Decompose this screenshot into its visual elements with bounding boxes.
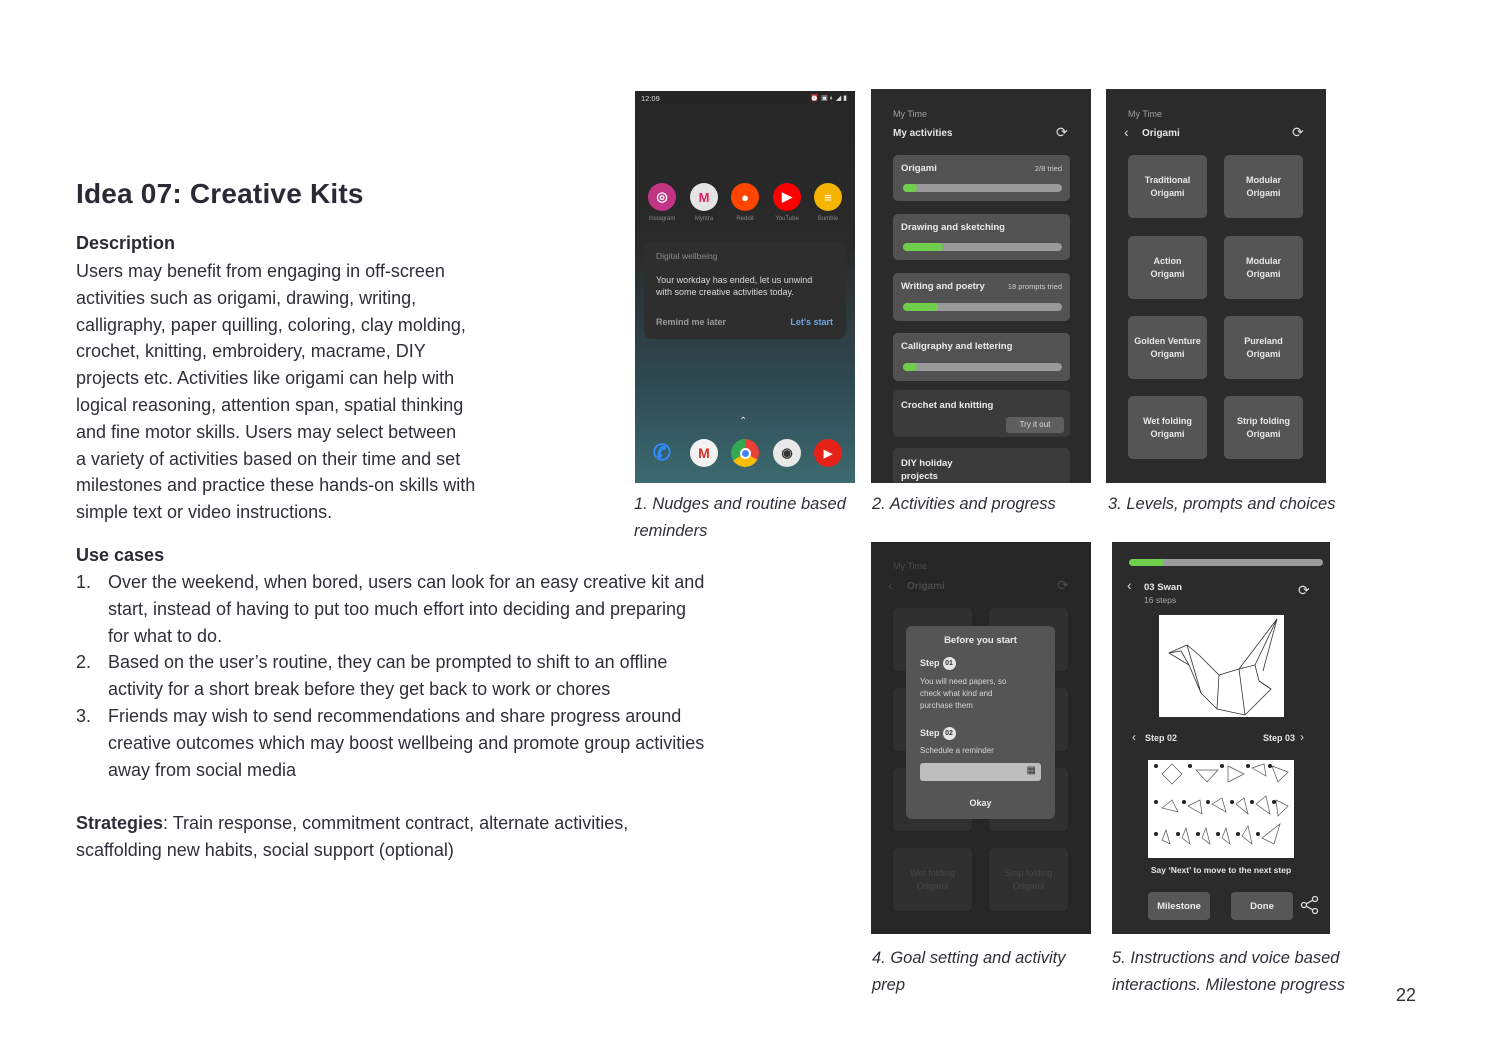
chevron-left-icon[interactable]: ‹ [1132, 730, 1136, 744]
screen-nudge-home [635, 91, 855, 483]
list-line: start, instead of having to put too much effort into deciding and preparing [108, 598, 687, 619]
ghost-tile-wet-folding [893, 848, 972, 911]
list-line: activity for a short break before they get back to work or chores [108, 679, 611, 700]
caption-line: 5. Instructions and voice based [1112, 949, 1340, 967]
origami-tile-wet-folding[interactable] [1128, 396, 1207, 459]
app-label: My Time [893, 561, 928, 571]
description-line: calligraphy, paper quilling, coloring, clay molding, [76, 314, 466, 335]
tile-line: Strip folding [1237, 415, 1290, 426]
step-1-label [920, 657, 956, 670]
myntra-icon[interactable] [690, 183, 718, 211]
step-number-badge: 02 [943, 727, 956, 740]
caption-5 [1112, 945, 1345, 999]
activity-name: Drawing and sketching [901, 222, 1005, 233]
before-you-start-dialog [906, 626, 1055, 819]
description-line: logical reasoning, attention span, spatial thinking [76, 394, 464, 415]
app-label: Bumble [817, 216, 839, 222]
description-line: milestones and practice these hands-on skills with [76, 475, 476, 496]
app-label: Reddit [736, 216, 754, 222]
strategies-text: : Train response, commitment contract, alternate activities, [163, 813, 629, 833]
caption-3: 3. Levels, prompts and choices [1108, 495, 1336, 513]
tile-line: Modular [1246, 174, 1281, 185]
activity-name: Crochet and knitting [901, 400, 994, 411]
progress-track [903, 243, 1062, 251]
list-line: Based on the user’s routine, they can be prompted to shift to an offline [108, 652, 668, 673]
activity-meta: 18 prompts tried [1007, 282, 1062, 291]
tile-line: Modular [1246, 255, 1281, 266]
tile-line: Pureland [1244, 335, 1283, 346]
use-cases-heading: Use cases [76, 545, 165, 565]
dialog-title: Before you start [944, 635, 1017, 646]
list-line: Friends may wish to send recommendations and share progress around [108, 705, 682, 726]
app-glyph: ▶ [782, 189, 792, 204]
back-arrow-icon[interactable]: ‹ [1124, 124, 1129, 140]
activity-card-diy[interactable] [893, 448, 1070, 483]
chevron-right-icon[interactable]: › [1300, 730, 1304, 744]
description-line: and fine motor skills. Users may select between [76, 421, 457, 442]
previous-step-button[interactable]: Step 02 [1145, 733, 1178, 743]
tile-line: Origami [1246, 428, 1281, 439]
origami-tile-modular[interactable] [1224, 155, 1303, 218]
wellbeing-notification [644, 241, 846, 339]
progress-fill [903, 363, 917, 371]
back-arrow-icon[interactable]: ‹ [1127, 577, 1132, 593]
milestone-button[interactable]: Milestone [1148, 892, 1210, 920]
share-icon-graphic [1300, 895, 1320, 915]
description-line: activities such as origami, drawing, writing, [76, 287, 417, 308]
page-number: 22 [1396, 985, 1417, 1005]
progress-fill [903, 243, 943, 251]
screen-goal-setting [871, 542, 1091, 934]
chrome-icon[interactable] [731, 439, 759, 467]
description-line: Users may benefit from engaging in off-screen [76, 261, 445, 281]
sync-icon[interactable]: ⟳ [1292, 124, 1304, 140]
progress-fill [903, 184, 917, 192]
tile-line: Origami [916, 880, 949, 891]
swan-image [1159, 615, 1284, 717]
origami-tile-strip-folding[interactable] [1224, 396, 1303, 459]
origami-tile-modular-2[interactable] [1224, 236, 1303, 299]
kit-title: 03 Swan [1144, 582, 1183, 593]
step-2-label [920, 727, 956, 740]
description-text [76, 258, 506, 526]
bumble-icon[interactable] [814, 183, 842, 211]
app-label: Instagram [648, 216, 676, 222]
voice-hint: Say ‘Next’ to move to the next step [1150, 865, 1292, 875]
status-time: 12:09 [641, 94, 660, 103]
notification-line: with some creative activities today. [656, 287, 794, 297]
list-line: for what to do. [108, 625, 223, 646]
strategies [76, 810, 716, 864]
activity-name-line: DIY holiday [901, 458, 953, 469]
caption-line: interactions. Milestone progress [1112, 976, 1345, 994]
app-glyph: M [698, 189, 710, 205]
list-item [76, 649, 741, 703]
list-line: Over the weekend, when bored, users can look for an easy creative kit and [108, 572, 705, 592]
progress-track [903, 363, 1062, 371]
back-arrow-icon: ‹ [888, 577, 893, 593]
progress-track [903, 303, 1062, 311]
notification-message [656, 274, 812, 298]
next-step-button[interactable]: Step 03 [1263, 733, 1296, 743]
step-label: Step [920, 727, 940, 738]
description-line: crochet, knitting, embroidery, macrame, DIY [76, 341, 426, 362]
chevron-up-icon[interactable]: ⌃ [739, 416, 748, 427]
activity-name: Calligraphy and lettering [901, 341, 1013, 352]
tile-line: Origami [1150, 268, 1185, 279]
list-item [76, 569, 741, 649]
folding-diagram-illustration [1148, 760, 1294, 858]
tile-line: Wet folding [1143, 415, 1192, 426]
status-icons: ⏰ ▣ ◐ ◢ ▮ [810, 95, 847, 102]
app-label: My Time [893, 109, 928, 119]
activity-card-calligraphy[interactable] [893, 333, 1070, 381]
list-number: 1. [76, 572, 92, 592]
app-glyph: ≡ [824, 189, 832, 205]
caption-line: 1. Nudges and routine based [634, 495, 846, 513]
caption-line: prep [872, 976, 906, 994]
list-item [76, 703, 741, 783]
activity-card-crochet[interactable] [893, 390, 1070, 437]
caption-line: 4. Goal setting and activity [872, 949, 1066, 967]
screen-activities [871, 89, 1091, 483]
tile-line: Origami [1246, 187, 1281, 198]
app-label: Myntra [694, 216, 714, 222]
app-glyph: ◎ [656, 189, 668, 204]
try-it-out-button[interactable]: Try it out [1006, 417, 1064, 433]
list-line: creative outcomes which may boost wellbeing and promote group activities [108, 732, 705, 753]
caption-4 [872, 945, 1066, 999]
tile-line: Origami [1150, 187, 1185, 198]
description-line: simple text or video instructions. [76, 502, 333, 523]
instagram-icon[interactable] [648, 183, 676, 211]
origami-tile-traditional[interactable] [1128, 155, 1207, 218]
step-text-line: check what kind and [920, 689, 993, 698]
milestone-progress-fill [1129, 559, 1164, 566]
tile-line: Traditional [1144, 174, 1191, 185]
tile-line: Strip folding [1004, 867, 1053, 878]
activity-name: Writing and poetry [901, 281, 985, 292]
progress-fill [903, 303, 938, 311]
strategies-text: scaffolding new habits, social support (optional) [76, 839, 454, 860]
origami-swan-illustration [1159, 615, 1284, 717]
page-title: Idea 07: Creative Kits [76, 178, 364, 209]
phone-icon[interactable]: ✆ [652, 440, 672, 465]
tile-line: Action [1153, 255, 1182, 266]
app-label: YouTube [775, 216, 799, 222]
notification-source: Digital wellbeing [656, 251, 718, 261]
reminder-date-input[interactable] [920, 763, 1041, 781]
screen-instructions [1112, 542, 1330, 934]
activity-card-writing[interactable] [893, 273, 1070, 321]
app-glyph: ● [741, 189, 749, 205]
done-button[interactable]: Done [1231, 892, 1293, 920]
activity-name [901, 457, 953, 483]
share-icon[interactable] [1300, 895, 1320, 920]
step-label: Step [920, 657, 940, 668]
screen-header: Origami [1142, 128, 1180, 139]
activity-card-origami[interactable] [893, 155, 1070, 201]
origami-tile-golden-venture[interactable] [1128, 316, 1207, 379]
origami-tile-pureland[interactable] [1224, 316, 1303, 379]
step-text-line: You will need papers, so [920, 677, 1007, 686]
youtube-music-icon[interactable]: ▶ [814, 439, 842, 467]
use-cases-list [76, 569, 741, 783]
activity-card-drawing[interactable] [893, 214, 1070, 260]
origami-tile-action[interactable] [1128, 236, 1207, 299]
remind-later-button[interactable]: Remind me later [656, 317, 727, 327]
activity-meta: 2/8 tried [1034, 164, 1062, 173]
app-label: My Time [1128, 109, 1163, 119]
list-number: 2. [76, 652, 92, 673]
lets-start-button[interactable]: Let's start [790, 317, 833, 327]
step-text-line: purchase them [920, 701, 973, 710]
okay-button[interactable]: Okay [969, 798, 992, 808]
tile-line: Origami [1246, 268, 1281, 279]
sync-icon[interactable]: ⟳ [1056, 124, 1068, 140]
caption-1 [634, 491, 846, 545]
step-2-text: Schedule a reminder [920, 746, 994, 755]
caption-2: 2. Activities and progress [872, 495, 1056, 513]
gmail-icon[interactable]: M [690, 439, 718, 467]
ghost-tile-strip-folding [989, 848, 1068, 911]
description-heading: Description [76, 233, 176, 253]
sync-icon: ⟳ [1057, 577, 1069, 593]
screen-header: My activities [893, 128, 953, 139]
list-number: 3. [76, 705, 92, 726]
tile-line: Golden Venture [1134, 335, 1201, 346]
description-line: a variety of activities based on their time and set [76, 448, 461, 469]
description-line: projects etc. Activities like origami can help with [76, 368, 455, 389]
reddit-icon[interactable] [731, 183, 759, 211]
sync-icon[interactable]: ⟳ [1298, 582, 1310, 598]
camera-icon[interactable]: ◉ [773, 439, 801, 467]
screen-header: Origami [907, 581, 945, 592]
tile-line: Origami [1150, 428, 1185, 439]
step-diagram [1148, 760, 1294, 858]
progress-track [903, 184, 1062, 192]
kit-steps-count: 16 steps [1144, 595, 1177, 605]
tile-line: Origami [1012, 880, 1045, 891]
activity-name: Origami [901, 163, 937, 174]
strategies-label: Strategies [76, 813, 164, 833]
list-line: away from social media [108, 759, 297, 780]
activity-name-line: projects [901, 471, 938, 482]
milestone-progress-track [1129, 559, 1323, 566]
screen-origami-levels [1106, 89, 1326, 483]
youtube-icon[interactable] [773, 183, 801, 211]
step-1-text [920, 676, 1006, 712]
tile-line: Origami [1150, 348, 1185, 359]
calendar-icon[interactable]: ▦ [1026, 765, 1036, 776]
caption-line: reminders [634, 522, 708, 540]
notification-line: Your workday has ended, let us unwind [656, 275, 813, 285]
tile-line: Origami [1246, 348, 1281, 359]
tile-line: Wet folding [910, 867, 955, 878]
step-number-badge: 01 [943, 657, 956, 670]
